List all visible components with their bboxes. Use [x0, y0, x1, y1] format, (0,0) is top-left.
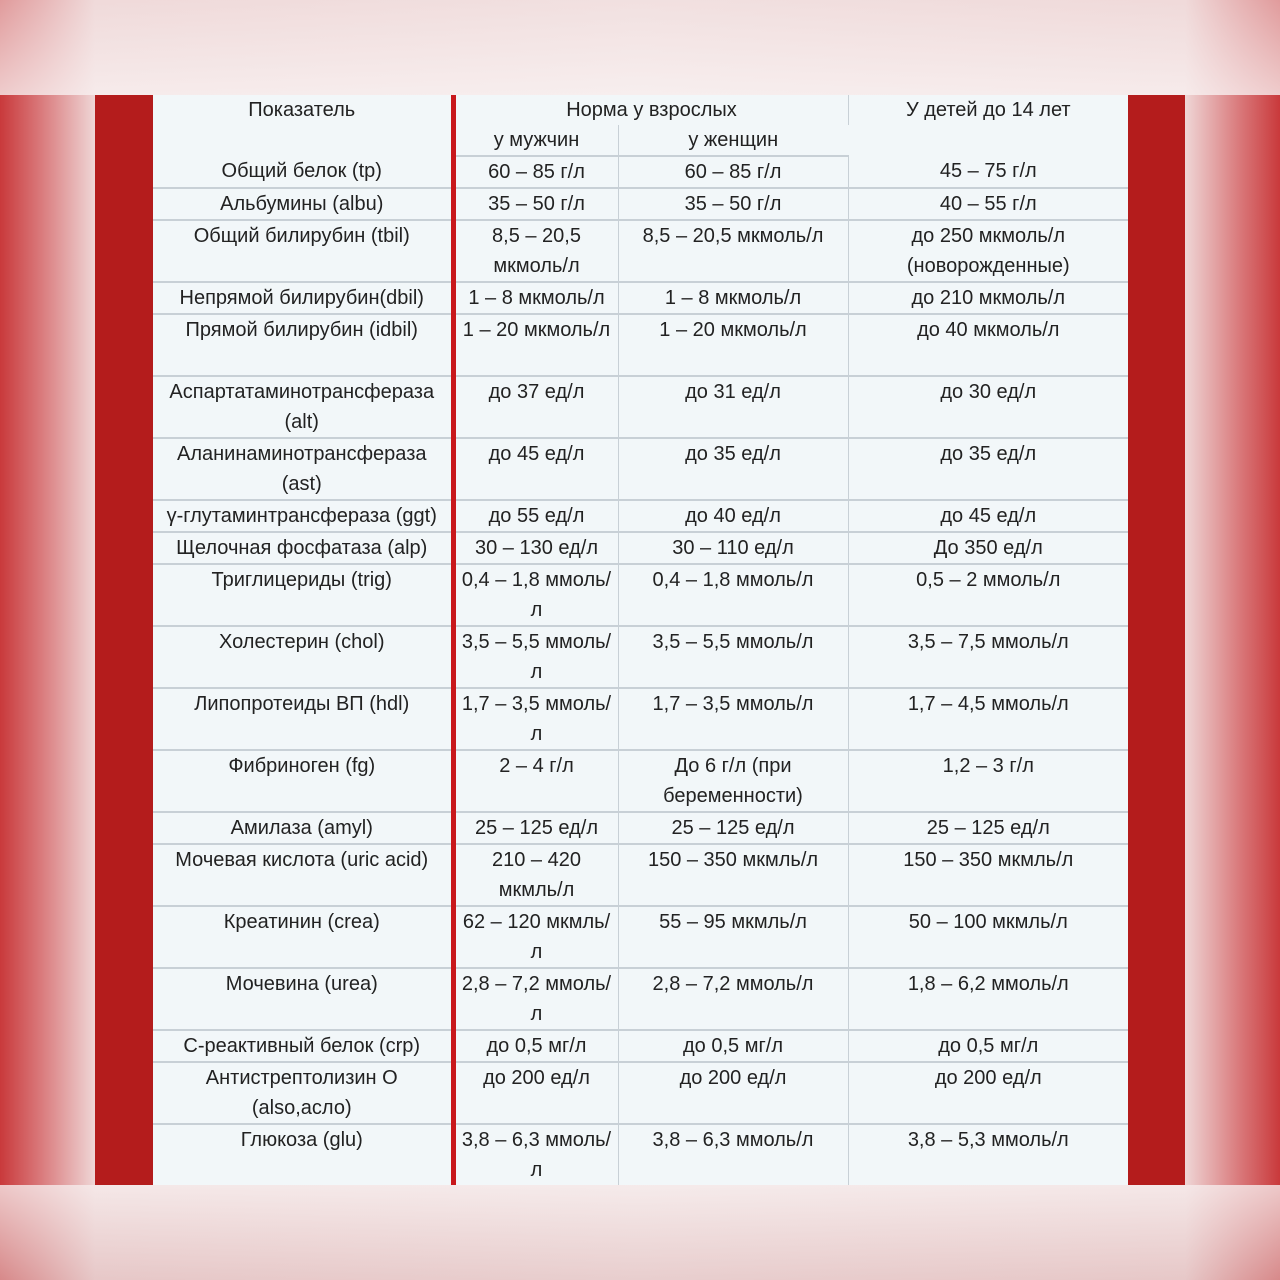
children-norm-cell: до 45 ед/л	[848, 500, 1128, 532]
children-norm-cell: до 210 мкмоль/л	[848, 282, 1128, 314]
table-row	[153, 750, 1128, 812]
men-norm-cell: 8,5 – 20,5 мкмоль/л	[453, 220, 618, 282]
children-norm-cell: до 40 мкмоль/л	[848, 314, 1128, 376]
men-norm-cell: до 0,5 мг/л	[453, 1030, 618, 1062]
indicator-cell: Прямой билирубин (idbil)	[153, 314, 453, 376]
women-norm-cell: до 35 ед/л	[618, 438, 848, 500]
indicator-cell: Аланинаминотрансфераза (ast)	[153, 438, 453, 500]
indicator-cell: Креатинин (crea)	[153, 906, 453, 968]
indicator-cell: Щелочная фосфатаза (alp)	[153, 532, 453, 564]
women-norm-cell: 8,5 – 20,5 мкмоль/л	[618, 220, 848, 282]
children-norm-cell: 1,7 – 4,5 ммоль/л	[848, 688, 1128, 750]
indicator-cell: Общий белок (tp)	[153, 156, 453, 188]
men-norm-cell: 30 – 130 ед/л	[453, 532, 618, 564]
women-norm-cell: 3,5 – 5,5 ммоль/л	[618, 626, 848, 688]
women-norm-cell: 0,4 – 1,8 ммоль/л	[618, 564, 848, 626]
men-norm-cell: 62 – 120 мкмль/л	[453, 906, 618, 968]
table-body	[153, 156, 1128, 1185]
table-row	[153, 844, 1128, 906]
women-norm-cell: 60 – 85 г/л	[618, 156, 848, 188]
table-row	[153, 156, 1128, 188]
header-women: у женщин	[618, 125, 848, 156]
children-norm-cell: до 30 ед/л	[848, 376, 1128, 438]
women-norm-cell: 1 – 20 мкмоль/л	[618, 314, 848, 376]
table-row	[153, 1124, 1128, 1185]
men-norm-cell: 1,7 – 3,5 ммоль/л	[453, 688, 618, 750]
men-norm-cell: до 55 ед/л	[453, 500, 618, 532]
table-row	[153, 500, 1128, 532]
table-row	[153, 1062, 1128, 1124]
reference-table-sheet	[153, 95, 1128, 1185]
indicator-cell: Глюкоза (glu)	[153, 1124, 453, 1185]
indicator-cell: Триглицериды (trig)	[153, 564, 453, 626]
children-norm-cell: до 200 ед/л	[848, 1062, 1128, 1124]
blurred-bottom-margin	[0, 1185, 1280, 1280]
lab-norms-table	[153, 95, 1128, 1185]
children-norm-cell: до 250 мкмоль/л (новорожденные)	[848, 220, 1128, 282]
men-norm-cell: 210 – 420 мкмль/л	[453, 844, 618, 906]
men-norm-cell: 1 – 8 мкмоль/л	[453, 282, 618, 314]
indicator-cell: Альбумины (albu)	[153, 188, 453, 220]
table-row	[153, 314, 1128, 376]
children-norm-cell: 3,8 – 5,3 ммоль/л	[848, 1124, 1128, 1185]
table-row	[153, 376, 1128, 438]
men-norm-cell: 1 – 20 мкмоль/л	[453, 314, 618, 376]
men-norm-cell: 60 – 85 г/л	[453, 156, 618, 188]
header-indicator: Показатель	[153, 95, 453, 156]
table-row	[153, 1030, 1128, 1062]
children-norm-cell: 45 – 75 г/л	[848, 156, 1128, 188]
header-row-1	[153, 95, 1128, 125]
women-norm-cell: 55 – 95 мкмль/л	[618, 906, 848, 968]
men-norm-cell: 0,4 – 1,8 ммоль/л	[453, 564, 618, 626]
children-norm-cell: 50 – 100 мкмль/л	[848, 906, 1128, 968]
children-norm-cell: До 350 ед/л	[848, 532, 1128, 564]
women-norm-cell: 3,8 – 6,3 ммоль/л	[618, 1124, 848, 1185]
indicator-cell: Липопротеиды ВП (hdl)	[153, 688, 453, 750]
indicator-cell: С-реактивный белок (crp)	[153, 1030, 453, 1062]
women-norm-cell: 25 – 125 ед/л	[618, 812, 848, 844]
men-norm-cell: 2 – 4 г/л	[453, 750, 618, 812]
women-norm-cell: до 200 ед/л	[618, 1062, 848, 1124]
indicator-cell: Общий билирубин (tbil)	[153, 220, 453, 282]
indicator-cell: Антистрептолизин О (also,асло)	[153, 1062, 453, 1124]
children-norm-cell: до 35 ед/л	[848, 438, 1128, 500]
men-norm-cell: до 45 ед/л	[453, 438, 618, 500]
women-norm-cell: 30 – 110 ед/л	[618, 532, 848, 564]
women-norm-cell: 2,8 – 7,2 ммоль/л	[618, 968, 848, 1030]
table-row	[153, 812, 1128, 844]
header-adults: Норма у взрослых	[453, 95, 848, 125]
women-norm-cell: 35 – 50 г/л	[618, 188, 848, 220]
table-row	[153, 188, 1128, 220]
table-row	[153, 906, 1128, 968]
indicator-cell: Фибриноген (fg)	[153, 750, 453, 812]
children-norm-cell: 150 – 350 мкмль/л	[848, 844, 1128, 906]
women-norm-cell: 150 – 350 мкмль/л	[618, 844, 848, 906]
men-norm-cell: до 37 ед/л	[453, 376, 618, 438]
blurred-top-margin	[0, 0, 1280, 95]
indicator-cell: Мочевина (urea)	[153, 968, 453, 1030]
children-norm-cell: 3,5 – 7,5 ммоль/л	[848, 626, 1128, 688]
children-norm-cell: 40 – 55 г/л	[848, 188, 1128, 220]
indicator-cell: Аспартатаминотрансфераза (alt)	[153, 376, 453, 438]
men-norm-cell: до 200 ед/л	[453, 1062, 618, 1124]
indicator-cell: Амилаза (amyl)	[153, 812, 453, 844]
men-norm-cell: 3,8 – 6,3 ммоль/л	[453, 1124, 618, 1185]
women-norm-cell: До 6 г/л (при беременности)	[618, 750, 848, 812]
indicator-cell: Холестерин (chol)	[153, 626, 453, 688]
men-norm-cell: 35 – 50 г/л	[453, 188, 618, 220]
table-row	[153, 532, 1128, 564]
children-norm-cell: 1,2 – 3 г/л	[848, 750, 1128, 812]
children-norm-cell: до 0,5 мг/л	[848, 1030, 1128, 1062]
indicator-cell: γ-глутаминтрансфераза (ggt)	[153, 500, 453, 532]
indicator-cell: Непрямой билирубин(dbil)	[153, 282, 453, 314]
table-row	[153, 968, 1128, 1030]
women-norm-cell: до 0,5 мг/л	[618, 1030, 848, 1062]
table-row	[153, 626, 1128, 688]
women-norm-cell: 1 – 8 мкмоль/л	[618, 282, 848, 314]
table-row	[153, 438, 1128, 500]
women-norm-cell: до 40 ед/л	[618, 500, 848, 532]
indicator-cell: Мочевая кислота (uric acid)	[153, 844, 453, 906]
women-norm-cell: до 31 ед/л	[618, 376, 848, 438]
table-row	[153, 220, 1128, 282]
children-norm-cell: 1,8 – 6,2 ммоль/л	[848, 968, 1128, 1030]
women-norm-cell: 1,7 – 3,5 ммоль/л	[618, 688, 848, 750]
men-norm-cell: 3,5 – 5,5 ммоль/л	[453, 626, 618, 688]
table-row	[153, 282, 1128, 314]
table-row	[153, 688, 1128, 750]
men-norm-cell: 25 – 125 ед/л	[453, 812, 618, 844]
header-men: у мужчин	[453, 125, 618, 156]
men-norm-cell: 2,8 – 7,2 ммоль/л	[453, 968, 618, 1030]
table-row	[153, 564, 1128, 626]
children-norm-cell: 0,5 – 2 ммоль/л	[848, 564, 1128, 626]
children-norm-cell: 25 – 125 ед/л	[848, 812, 1128, 844]
header-children: У детей до 14 лет	[905, 99, 1071, 121]
